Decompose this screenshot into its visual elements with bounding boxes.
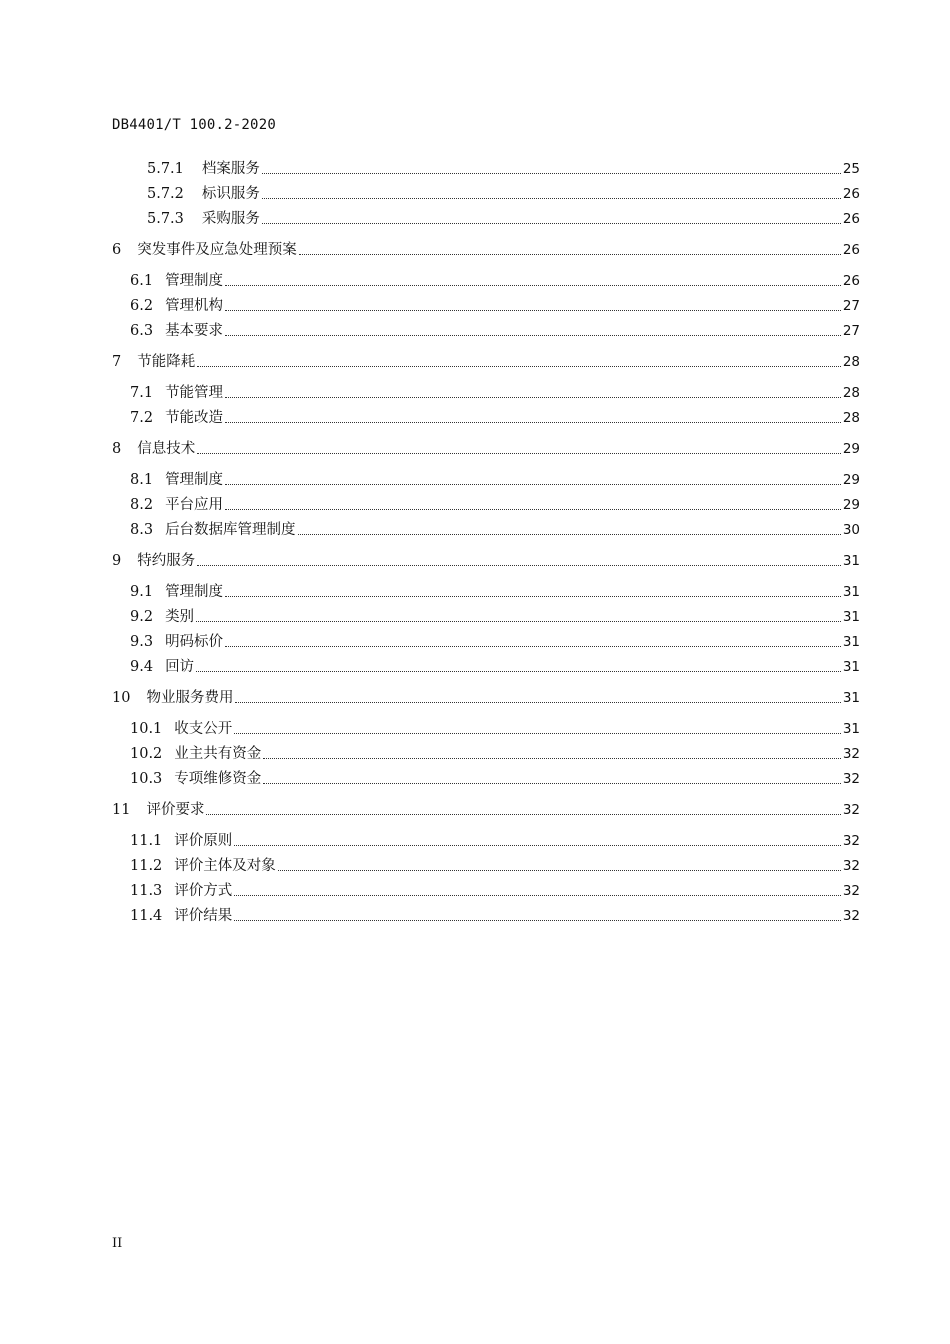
toc-section-title: 后台数据库管理制度 — [165, 522, 296, 538]
toc-dot-leader — [197, 564, 841, 566]
toc-section-title: 平台应用 — [165, 497, 224, 513]
toc-section-number: 9.4 — [130, 659, 154, 675]
toc-entry[interactable] — [130, 854, 860, 876]
toc-entry[interactable] — [112, 686, 860, 708]
toc-page-number: 31 — [842, 721, 860, 737]
toc-dot-leader — [234, 732, 841, 734]
toc-section-title: 评价要求 — [146, 802, 205, 818]
toc-section-number: 5.7.3 — [147, 211, 184, 227]
toc-dot-leader — [225, 421, 841, 423]
toc-dot-leader — [225, 334, 841, 336]
toc-entry[interactable] — [130, 406, 860, 428]
toc-page-number: 28 — [842, 354, 860, 370]
toc-section-number: 5.7.2 — [147, 186, 184, 202]
toc-entry[interactable] — [112, 350, 860, 372]
toc-section-number: 11.2 — [130, 858, 163, 874]
toc-page-number: 26 — [842, 186, 860, 202]
toc-entry[interactable] — [130, 767, 860, 789]
toc-section-title: 节能改造 — [165, 410, 224, 426]
toc-entry[interactable] — [147, 207, 860, 229]
toc-page-number: 31 — [842, 634, 860, 650]
toc-page-number: 27 — [842, 323, 860, 339]
toc-section-title: 采购服务 — [201, 211, 260, 227]
toc-section-title: 物业服务费用 — [146, 690, 234, 706]
toc-section-number: 9.3 — [130, 634, 154, 650]
toc-entry[interactable] — [130, 269, 860, 291]
toc-dot-leader — [263, 757, 841, 759]
toc-dot-leader — [262, 222, 841, 224]
toc-section-title: 节能管理 — [165, 385, 224, 401]
toc-section-number: 10 — [112, 690, 131, 706]
toc-dot-leader — [234, 894, 841, 896]
toc-entry[interactable] — [130, 742, 860, 764]
toc-section-number: 11.1 — [130, 833, 163, 849]
toc-entry[interactable] — [130, 294, 860, 316]
toc-section-title: 基本要求 — [165, 323, 224, 339]
toc-entry[interactable] — [112, 238, 860, 260]
toc-dot-leader — [197, 452, 841, 454]
toc-dot-leader — [225, 396, 841, 398]
toc-section-number: 11 — [112, 802, 131, 818]
toc-page-number: 32 — [842, 802, 860, 818]
toc-entry[interactable] — [112, 549, 860, 571]
document-code-header: DB4401/T 100.2-2020 — [112, 117, 276, 133]
toc-section-number: 6 — [112, 242, 122, 258]
toc-section-number: 7.2 — [130, 410, 154, 426]
toc-section-title: 信息技术 — [137, 441, 196, 457]
toc-page-number: 26 — [842, 273, 860, 289]
toc-page-number: 32 — [842, 746, 860, 762]
toc-page-number: 26 — [842, 242, 860, 258]
toc-section-title: 评价结果 — [174, 908, 233, 924]
toc-entry[interactable] — [130, 829, 860, 851]
toc-section-number: 6.2 — [130, 298, 154, 314]
toc-section-title: 档案服务 — [201, 161, 260, 177]
toc-entry[interactable] — [147, 157, 860, 179]
toc-section-title: 收支公开 — [174, 721, 233, 737]
toc-entry[interactable] — [130, 630, 860, 652]
toc-page-number: 26 — [842, 211, 860, 227]
toc-dot-leader — [225, 284, 841, 286]
toc-section-number: 8 — [112, 441, 122, 457]
toc-section-title: 评价方式 — [174, 883, 233, 899]
toc-page-number: 32 — [842, 883, 860, 899]
toc-dot-leader — [197, 365, 841, 367]
toc-page-number: 31 — [842, 690, 860, 706]
toc-section-title: 标识服务 — [201, 186, 260, 202]
toc-dot-leader — [225, 508, 841, 510]
toc-entry[interactable] — [147, 182, 860, 204]
toc-entry[interactable] — [130, 493, 860, 515]
toc-section-title: 评价主体及对象 — [174, 858, 276, 874]
toc-section-number: 11.3 — [130, 883, 163, 899]
toc-page-number: 25 — [842, 161, 860, 177]
toc-dot-leader — [262, 172, 841, 174]
toc-entry[interactable] — [130, 655, 860, 677]
toc-section-number: 10.2 — [130, 746, 163, 762]
toc-page-number: 27 — [842, 298, 860, 314]
toc-section-title: 特约服务 — [137, 553, 196, 569]
toc-page-number: 32 — [842, 833, 860, 849]
toc-page-number: 29 — [842, 472, 860, 488]
toc-page-number: 31 — [842, 584, 860, 600]
toc-entry[interactable] — [112, 798, 860, 820]
toc-page-number: 31 — [842, 609, 860, 625]
toc-section-number: 6.3 — [130, 323, 154, 339]
toc-entry[interactable] — [130, 381, 860, 403]
toc-page-number: 32 — [842, 858, 860, 874]
toc-section-title: 管理制度 — [165, 273, 224, 289]
toc-section-number: 10.1 — [130, 721, 163, 737]
toc-page-number: 29 — [842, 441, 860, 457]
toc-section-number: 10.3 — [130, 771, 163, 787]
toc-dot-leader — [298, 533, 841, 535]
toc-section-title: 管理机构 — [165, 298, 224, 314]
toc-section-number: 9 — [112, 553, 122, 569]
toc-section-title: 管理制度 — [165, 472, 224, 488]
toc-page-number: 32 — [842, 771, 860, 787]
toc-page-number: 29 — [842, 497, 860, 513]
toc-entry[interactable] — [130, 468, 860, 490]
toc-page-number: 31 — [842, 553, 860, 569]
toc-dot-leader — [196, 620, 841, 622]
toc-section-title: 业主共有资金 — [174, 746, 262, 762]
toc-entry[interactable] — [130, 319, 860, 341]
toc-dot-leader — [263, 782, 841, 784]
toc-section-number: 7.1 — [130, 385, 154, 401]
toc-page-number: 31 — [842, 659, 860, 675]
toc-dot-leader — [299, 253, 841, 255]
toc-entry[interactable] — [130, 605, 860, 627]
toc-dot-leader — [196, 670, 841, 672]
toc-section-title: 节能降耗 — [137, 354, 196, 370]
toc-section-number: 9.2 — [130, 609, 154, 625]
toc-section-title: 明码标价 — [165, 634, 224, 650]
toc-dot-leader — [225, 483, 841, 485]
toc-entry[interactable] — [130, 580, 860, 602]
toc-section-title: 管理制度 — [165, 584, 224, 600]
toc-page-number: 28 — [842, 410, 860, 426]
toc-section-number: 8.3 — [130, 522, 154, 538]
toc-page-number: 32 — [842, 908, 860, 924]
toc-entry[interactable] — [130, 518, 860, 540]
toc-dot-leader — [206, 813, 840, 815]
toc-entry[interactable] — [112, 437, 860, 459]
toc-dot-leader — [234, 844, 841, 846]
toc-section-title: 专项维修资金 — [174, 771, 262, 787]
toc-section-number: 6.1 — [130, 273, 154, 289]
toc-section-number: 11.4 — [130, 908, 163, 924]
toc-dot-leader — [225, 309, 841, 311]
toc-section-number: 7 — [112, 354, 122, 370]
toc-section-number: 9.1 — [130, 584, 154, 600]
toc-dot-leader — [262, 197, 841, 199]
toc-section-number: 8.2 — [130, 497, 154, 513]
toc-section-title: 回访 — [165, 659, 195, 675]
toc-dot-leader — [234, 919, 841, 921]
toc-entry[interactable] — [130, 904, 860, 926]
toc-section-title: 类别 — [165, 609, 195, 625]
toc-page-number: 30 — [842, 522, 860, 538]
toc-dot-leader — [225, 645, 841, 647]
toc-entry[interactable] — [130, 879, 860, 901]
toc-section-title: 突发事件及应急处理预案 — [137, 242, 297, 258]
toc-section-number: 8.1 — [130, 472, 154, 488]
toc-dot-leader — [225, 595, 841, 597]
toc-dot-leader — [278, 869, 841, 871]
toc-section-title: 评价原则 — [174, 833, 233, 849]
page-number-footer: II — [112, 1236, 123, 1251]
toc-page-number: 28 — [842, 385, 860, 401]
toc-entry[interactable] — [130, 717, 860, 739]
toc-section-number: 5.7.1 — [147, 161, 184, 177]
toc-dot-leader — [235, 701, 840, 703]
